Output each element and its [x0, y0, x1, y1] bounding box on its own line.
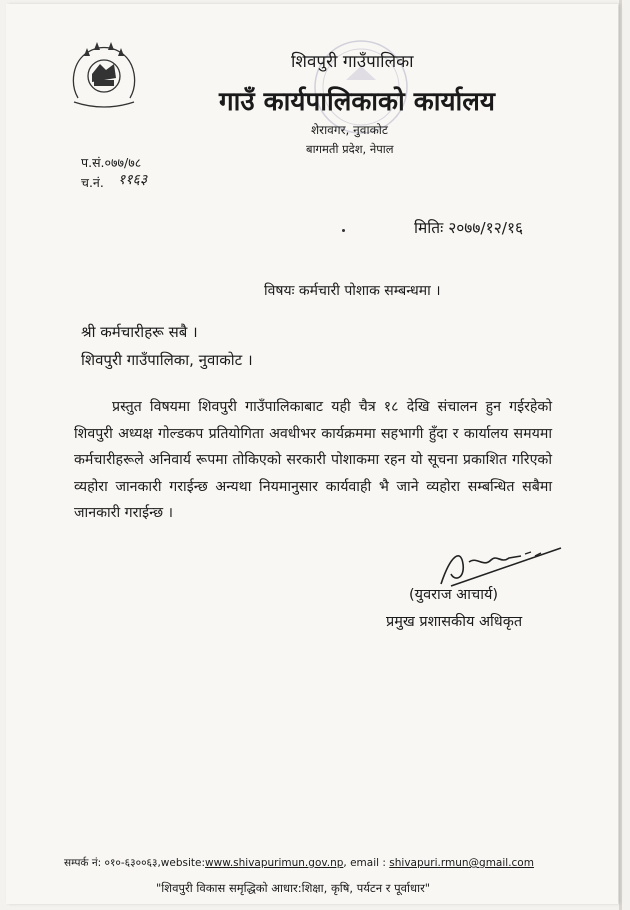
- letter-body: प्रस्तुत विषयमा शिवपुरी गाउँपालिकाबाट यही चैत्र १८ देखि संचालन हुन गईरहेको शिवपुरी अध्यक्ष गोल्डकप प्रतियोगिता अवधीभर कार्यक्रममा सहभागी हुँदा र कार्यालय समयमा कर्मचारीहरूले अनिवार्य रूपमा तोकिएको सरकारी पोशाकमा रहन यो सूचना प्रकाशित गरिएको व्यहोरा जानकारी गराईन्छ अन्यथा नियमानुसार कार्यवाही भै जाने व्यहोरा सम्बन्धित सबैमा जानकारी गराईन्छ ।: [74, 399, 552, 521]
- dispatch-number-value: ११६३: [118, 172, 148, 188]
- speck: [342, 229, 345, 232]
- recipient-line2: शिवपुरी गाउँपालिका, नुवाकोट ।: [81, 351, 253, 369]
- office-address: शेरावगर, नुवाकोट: [311, 123, 388, 137]
- footer-email-label: , email :: [343, 857, 390, 869]
- nepal-emblem-icon: [64, 40, 144, 112]
- footer-motto: "शिवपुरी विकास समृद्धिको आधार:शिक्षा, कृषि, पर्यटन र पूर्वाधार": [156, 881, 431, 895]
- recipient-line1: श्री कर्मचारीहरू सबै ।: [81, 323, 198, 341]
- letter-date: मितिः २०७७/१२/१६: [414, 219, 524, 237]
- dispatch-number-label: च.नं.: [81, 175, 104, 190]
- footer-contact: [64, 856, 534, 870]
- footer-phone: सम्पर्क नं: ०१०-६३००६३,: [64, 857, 161, 869]
- office-name-line2: गाउँ कार्यपालिकाको कार्यालय: [219, 87, 495, 117]
- footer-website-link[interactable]: www.shivapurimun.gov.np: [205, 857, 344, 869]
- signatory-name: (युवराज आचार्य): [409, 587, 499, 603]
- footer-email-link[interactable]: shivapuri.rmun@gmail.com: [389, 857, 534, 869]
- letter-subject: विषयः कर्मचारी पोशाक सम्बन्धमा ।: [264, 283, 441, 299]
- office-name-line1: शिवपुरी गाउँपालिका: [291, 52, 414, 72]
- letter-page: [6, 4, 618, 904]
- reference-number: प.सं.०७७/७८: [81, 155, 142, 170]
- page-edge: [619, 0, 622, 910]
- signatory-title: प्रमुख प्रशासकीय अधिकृत: [386, 614, 523, 630]
- office-province: बागमती प्रदेश, नेपाल: [306, 142, 394, 156]
- footer-website-label: website:: [160, 857, 206, 869]
